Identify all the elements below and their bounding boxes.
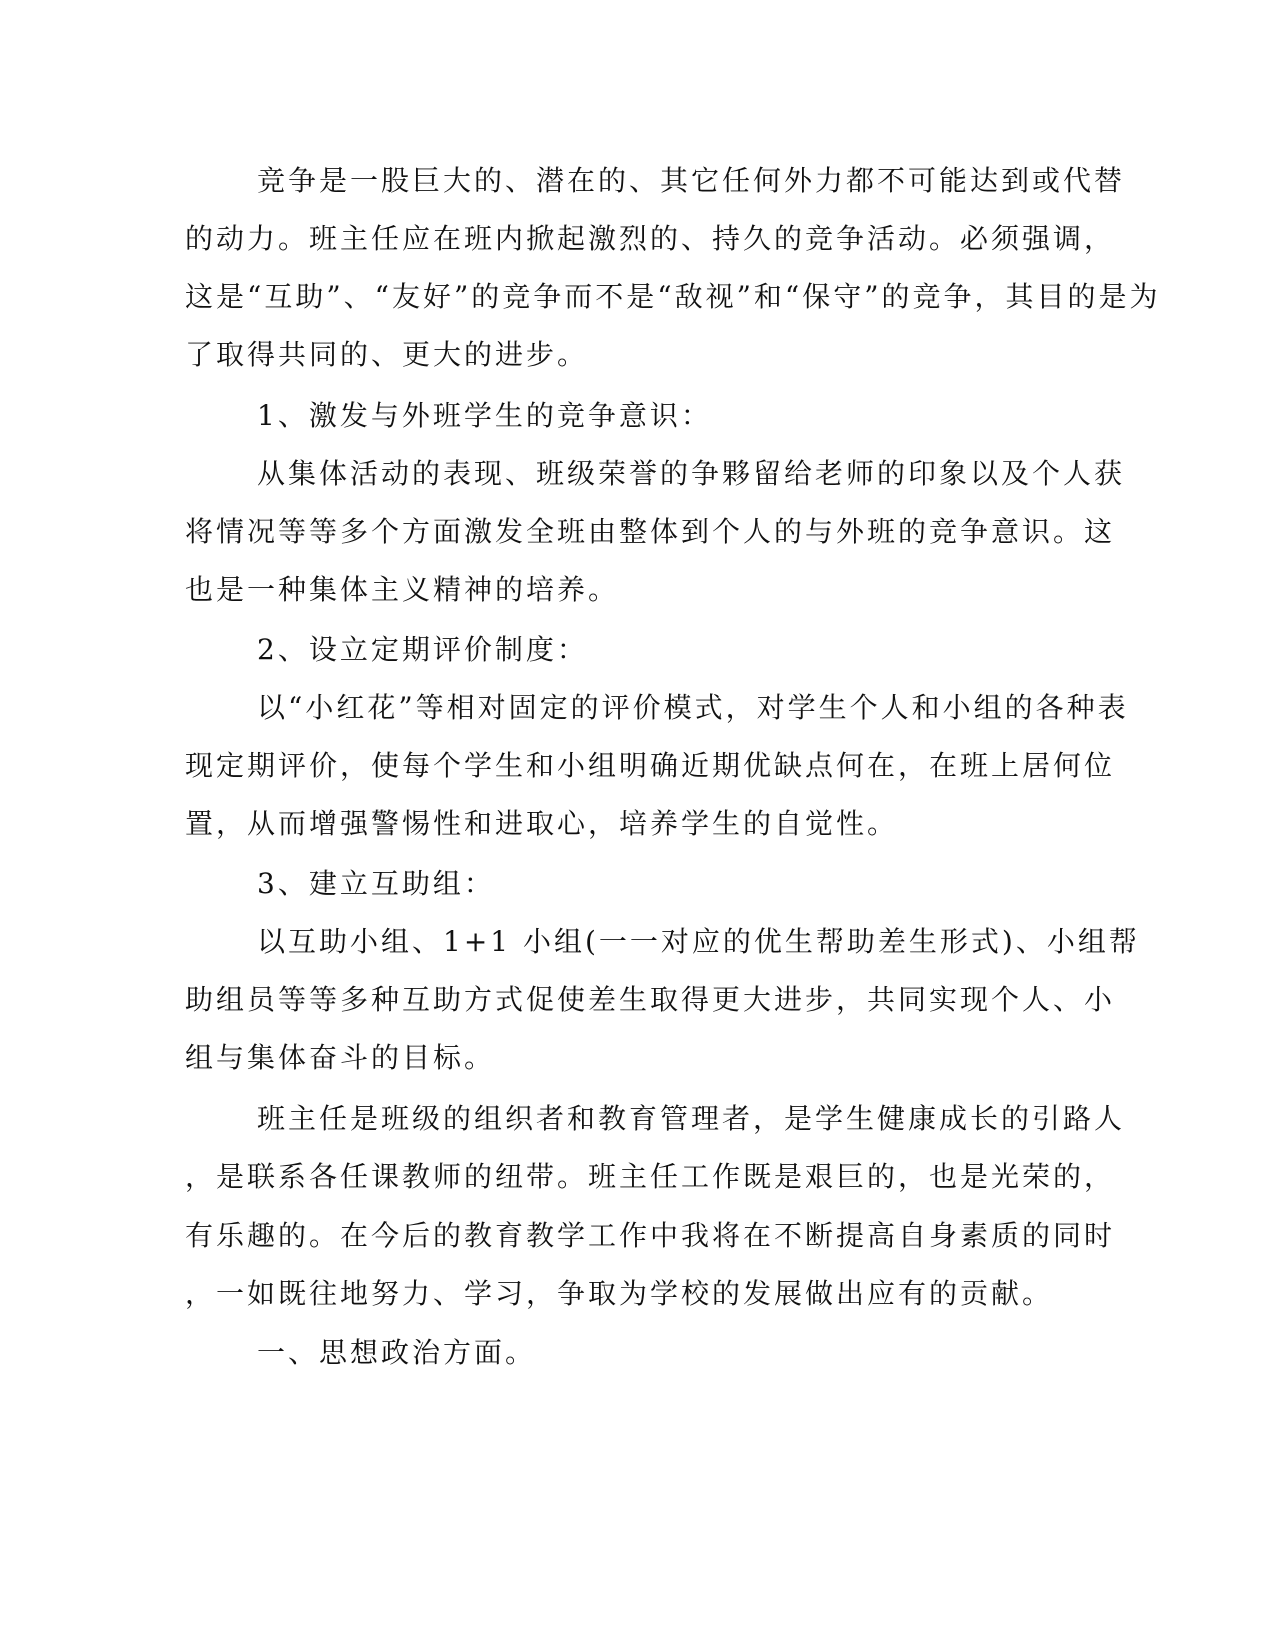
paragraph-5-line-1: 班主任是班级的组织者和教育管理者，是学生健康成长的引路人 [257,1102,1126,1135]
paragraph-4-line-3: 组与集体奋斗的目标。 [185,1041,496,1074]
heading-3: 3、建立互助组： [257,867,495,900]
paragraph-5-line-3: 有乐趣的。在今后的教育教学工作中我将在不断提高自身素质的同时 [185,1219,1116,1252]
paragraph-1-line-2: 的动力。班主任应在班内掀起激烈的、持久的竞争活动。必须强调， [185,222,1116,255]
paragraph-4-line-1: 以互助小组、1+1 小组(一一对应的优生帮助差生形式)、小组帮 [257,925,1140,958]
heading-1: 1、激发与外班学生的竞争意识： [257,399,712,432]
paragraph-2-line-1: 从集体活动的表现、班级荣誉的争夥留给老师的印象以及个人获 [257,457,1126,490]
paragraph-4-line-2: 助组员等等多种互助方式促使差生取得更大进步，共同实现个人、小 [185,983,1116,1016]
paragraph-3-line-1: 以“小红花”等相对固定的评价模式，对学生个人和小组的各种表 [257,691,1129,724]
paragraph-3-line-2: 现定期评价，使每个学生和小组明确近期优缺点何在，在班上居何位 [185,749,1116,782]
heading-2: 2、设立定期评价制度： [257,633,588,666]
paragraph-1-line-4: 了取得共同的、更大的进步。 [185,338,589,371]
paragraph-5-line-2: ，是联系各任课教师的纽带。班主任工作既是艰巨的，也是光荣的， [185,1160,1116,1193]
paragraph-2-line-2: 将情况等等多个方面激发全班由整体到个人的与外班的竞争意识。这 [185,515,1116,548]
paragraph-5-line-4: ，一如既往地努力、学习，争取为学校的发展做出应有的贡献。 [185,1277,1054,1310]
paragraph-1-line-3: 这是“互助”、“友好”的竞争而不是“敌视”和“保守”的竞争，其目的是为 [185,280,1161,313]
section-heading: 一、思想政治方面。 [257,1336,537,1369]
paragraph-1-line-1: 竞争是一股巨大的、潜在的、其它任何外力都不可能达到或代替 [257,164,1126,197]
paragraph-2-line-3: 也是一种集体主义精神的培养。 [185,573,620,606]
paragraph-3-line-3: 置，从而增强警惕性和进取心，培养学生的自觉性。 [185,807,899,840]
